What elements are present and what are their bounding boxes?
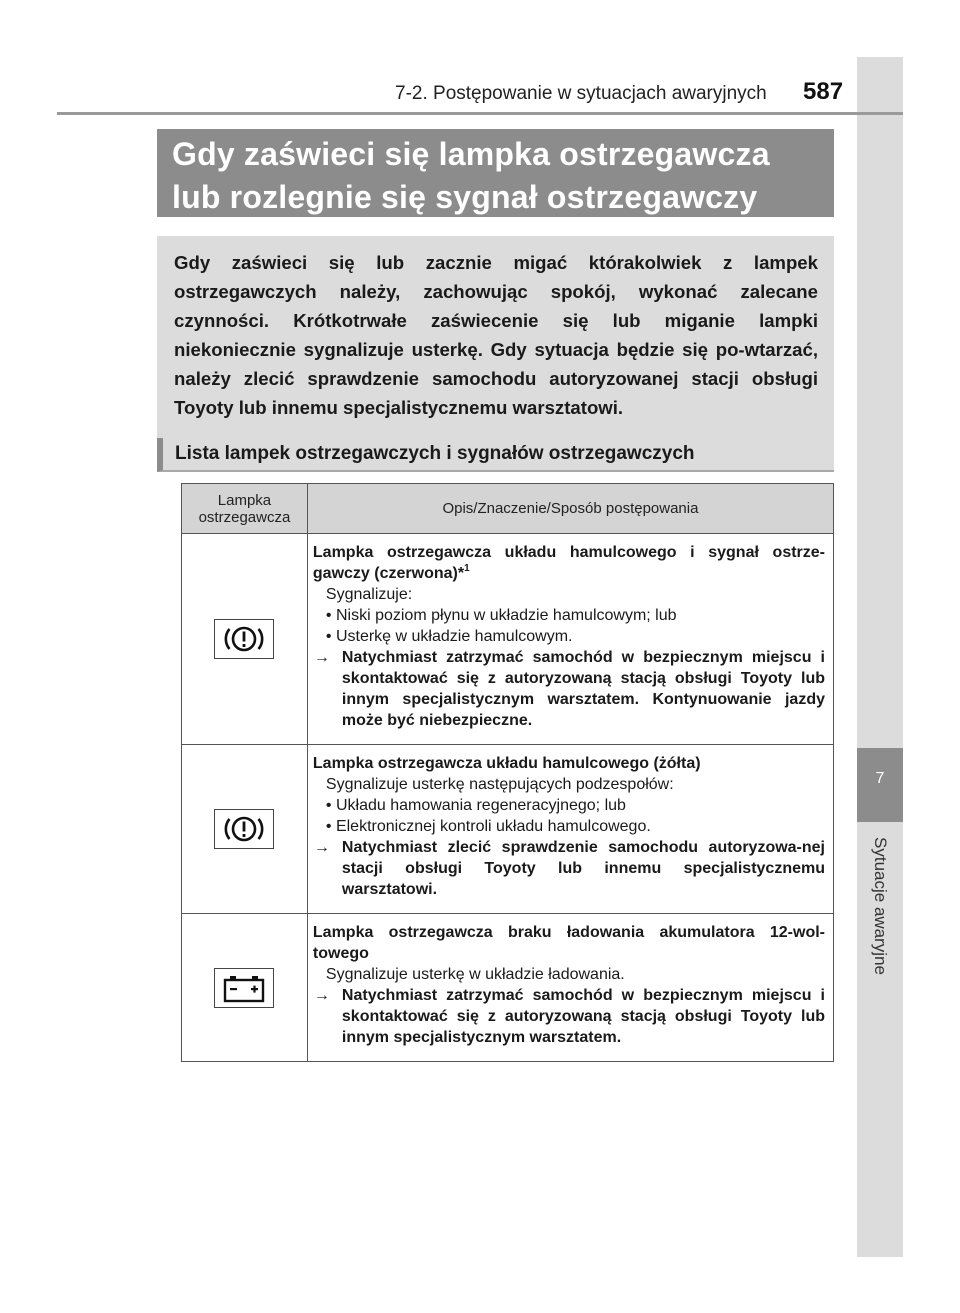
section-heading	[157, 438, 834, 472]
row-signal: Sygnalizuje:	[325, 586, 413, 603]
brake-warning-icon	[214, 619, 274, 659]
warning-lamp-table	[181, 483, 834, 1062]
row-bullet: • Niski poziom płynu w układzie hamulcowym; lub	[325, 607, 677, 624]
table-row	[182, 534, 834, 745]
page-title-line-2: lub rozlegnie się sygnał ostrzegawczy	[172, 179, 758, 215]
header-lamp-line-1: Lampka	[217, 491, 272, 509]
header-description: Opis/Znaczenie/Sposób postępowania	[307, 484, 833, 534]
arrow-icon: →	[313, 839, 330, 856]
chapter-number: 7	[875, 770, 885, 787]
row-title: Lampka ostrzegawcza układu hamulcowego i sygnał ostrze-gawczy (czerwona)*$^1$	[312, 544, 825, 582]
header-lamp	[182, 484, 308, 534]
row-signal: Sygnalizuje usterkę następujących podzespołów:	[325, 776, 674, 793]
description-cell	[307, 745, 833, 914]
arrow-icon: →	[313, 987, 330, 1004]
arrow-icon: →	[313, 649, 330, 666]
side-tab-band	[857, 57, 903, 1257]
chapter-tab[interactable]	[857, 748, 903, 822]
row-bullet: • Układu hamowania regeneracyjnego; lub	[325, 797, 626, 814]
section-heading-text: Lista lampek ostrzegawczych i sygnałów ostrzegawczych	[175, 443, 695, 464]
intro-text: Gdy zaświeci się lub zacznie migać którakolwiek z lampek ostrzegawczych należy, zachowując spokój, wykonać zalecane czynności. Krótkotrwałe zaświecenie się lub miganie lampki niekoniecznie sygnalizuje usterkę. Gdy sytuacja będzie się po-wtarzać, należy zlecić sprawdzenie samochodu autoryzowanej stacji obsługi Toyoty lub innemu specjalistycznemu warsztatowi.	[174, 252, 818, 418]
intro-box	[157, 236, 834, 440]
description-cell	[307, 914, 833, 1062]
row-bullet: • Usterkę w układzie hamulcowym.	[325, 628, 573, 645]
chapter-title: Sytuacje awaryjne	[871, 837, 890, 975]
row-action: → Natychmiast zatrzymać samochód w bezpiecznym miejscu i skontaktować się z autoryzowaną stacją obsługi Toyoty lub innym specjalistycznym warsztatem.	[313, 987, 825, 1046]
page-title-banner	[157, 129, 834, 217]
lamp-cell	[182, 534, 308, 745]
row-action: → Natychmiast zlecić sprawdzenie samochodu autoryzowa-nej stacji obsługi Toyoty lub innemu specjalistycznemu warsztatowi.	[313, 839, 825, 898]
header-rule	[57, 112, 903, 115]
footnote-marker: 1	[464, 563, 470, 574]
table-header-row	[182, 484, 834, 534]
brake-warning-icon	[214, 809, 274, 849]
row-bullet: • Elektronicznej kontroli układu hamulcowego.	[325, 818, 651, 835]
row-action: → Natychmiast zatrzymać samochód w bezpiecznym miejscu i skontaktować się z autoryzowaną stacją obsługi Toyoty lub innym specjalistycznym warsztatem. Kontynuowanie jazdy może być niebezpieczne.	[313, 649, 825, 729]
row-signal: Sygnalizuje usterkę w układzie ładowania.	[325, 966, 625, 983]
lamp-cell	[182, 745, 308, 914]
row-title: Lampka ostrzegawcza układu hamulcowego (żółta)	[312, 755, 701, 772]
row-title: Lampka ostrzegawcza braku ładowania akumulatora 12-wol-towego	[312, 924, 825, 962]
battery-charge-icon	[214, 968, 274, 1008]
table-row	[182, 914, 834, 1062]
table-row	[182, 745, 834, 914]
running-head: 7-2. Postępowanie w sytuacjach awaryjnych	[395, 83, 767, 104]
description-cell	[307, 534, 833, 745]
header-lamp-line-2: ostrzegawcza	[198, 508, 291, 526]
page-number: 587	[803, 78, 844, 105]
lamp-cell	[182, 914, 308, 1062]
page-title-line-1: Gdy zaświeci się lampka ostrzegawcza	[172, 136, 770, 172]
